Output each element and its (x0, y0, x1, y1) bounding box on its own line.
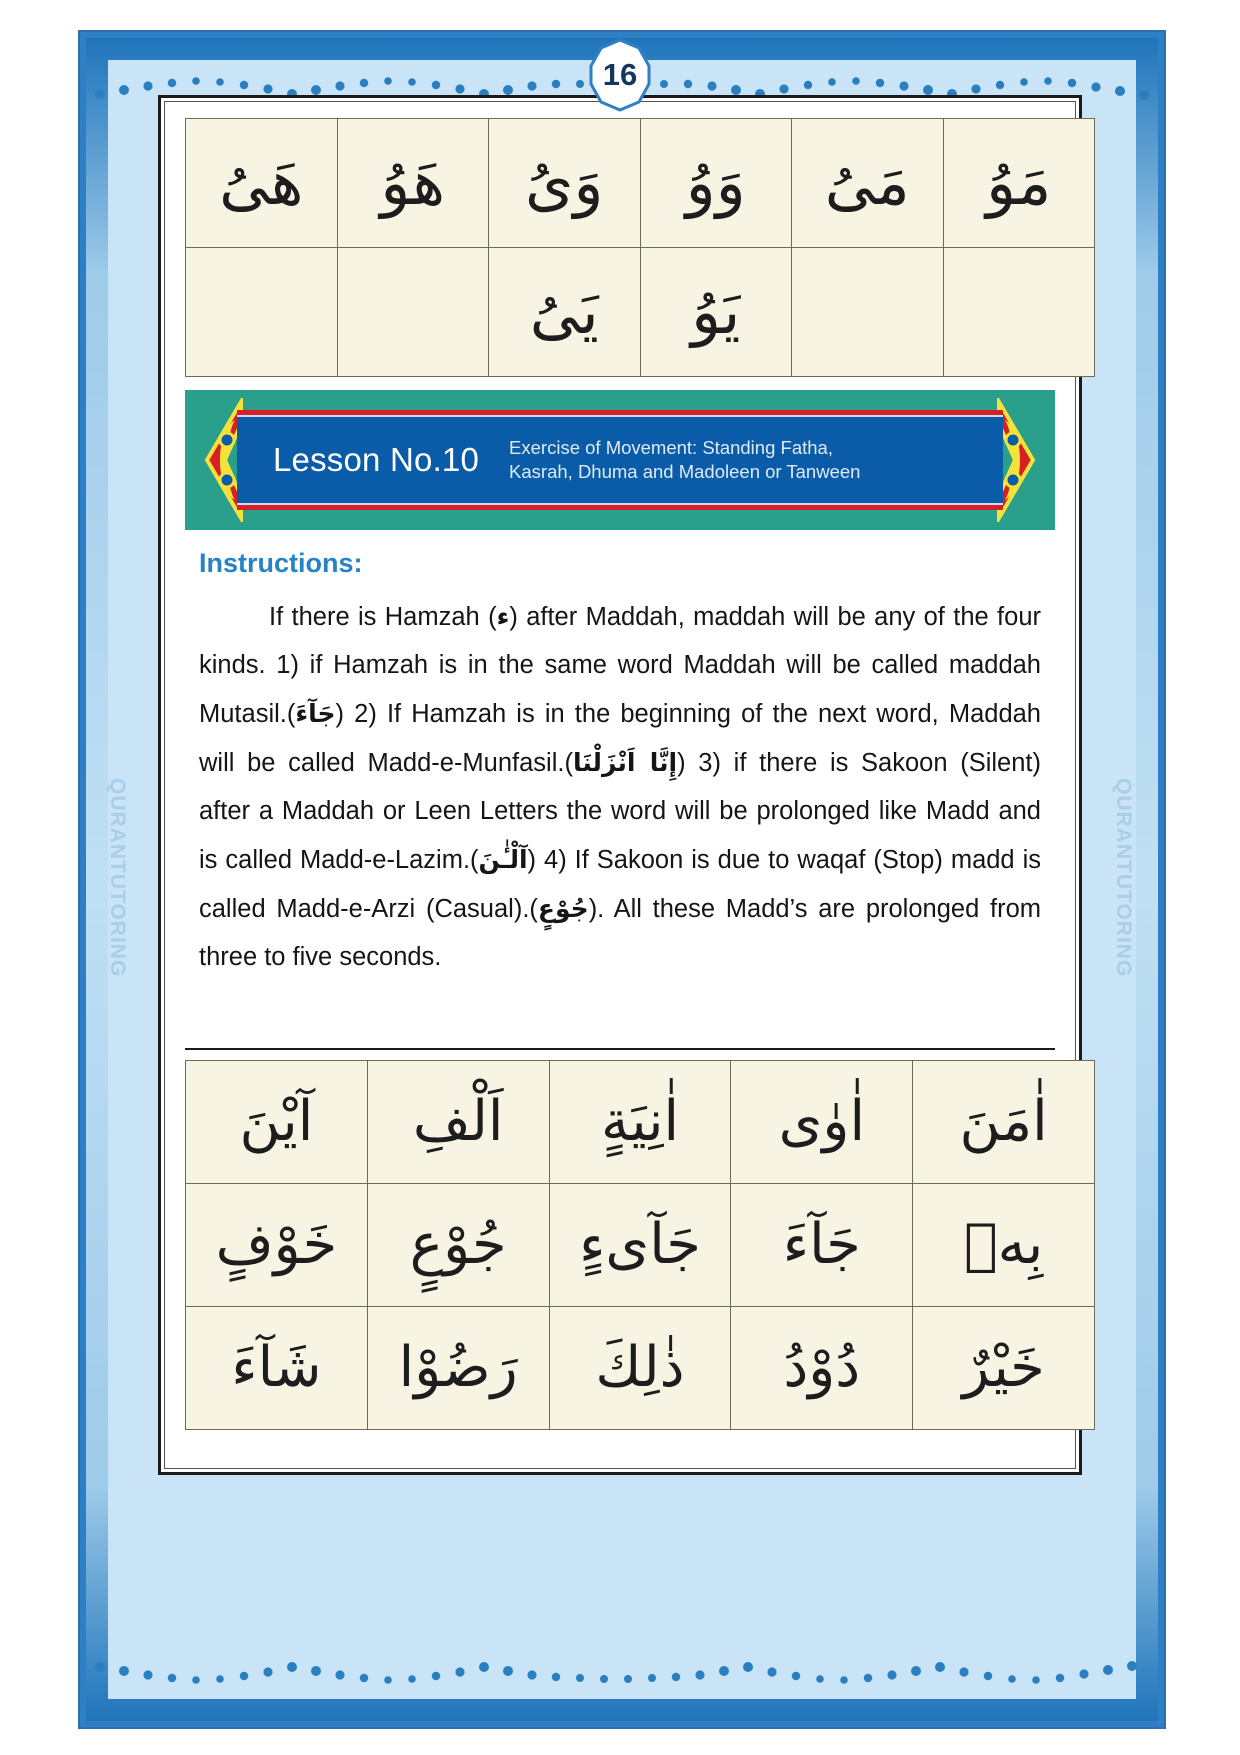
lesson-subtitle (509, 436, 860, 483)
page-number-badge (581, 38, 659, 112)
content-frame (158, 95, 1082, 1475)
instructions-text-run: ). All these Madd’s are prolonged from three to five seconds. (199, 894, 1041, 971)
lesson-subtitle-line1: Exercise of Movement: Standing Fatha, (509, 437, 833, 459)
lesson-subtitle-line2: Kasrah, Dhuma and Madoleen or Tanween (509, 461, 861, 482)
table-row (186, 248, 1095, 377)
table-cell[interactable]: شَآءَ (186, 1307, 368, 1430)
table-cell[interactable]: وَوُ (640, 119, 792, 248)
instructions-heading: Instructions: (199, 548, 363, 578)
table-cell-empty (792, 248, 944, 377)
table-cell[interactable]: جَآىءٍ (549, 1184, 731, 1307)
table-row (186, 1061, 1095, 1184)
instructions-text-run: If there is Hamzah ( (269, 603, 497, 631)
table-cell[interactable]: دُوْدُ (731, 1307, 913, 1430)
table-cell[interactable]: رَضُوْا (367, 1307, 549, 1430)
instructions-arabic-term: ء (496, 602, 510, 631)
lesson-banner (185, 390, 1055, 530)
table-cell[interactable]: آيْنَ (186, 1061, 368, 1184)
instructions-arabic-term: إِنَّا اَنْزَلْنَا (572, 747, 678, 777)
instructions-text-run: ) 3) if there is Sakoon (Silent) after a Maddah or Leen Letters the word will be prolonged like Madd and is called Madd-e-Lazim.( (199, 748, 1041, 874)
table-cell-empty (186, 248, 338, 377)
instructions-section (185, 534, 1055, 992)
table-row (186, 1184, 1095, 1307)
table-cell[interactable]: خَيْرٌ (913, 1307, 1095, 1430)
table-cell[interactable]: اٰمَنَ (913, 1061, 1095, 1184)
table-cell[interactable]: خَوْفٍ (186, 1184, 368, 1307)
instructions-text-run: ) 2) If Hamzah is in the beginning of the next word, Maddah will be called Madd-e-Munfasil.( (199, 699, 1041, 777)
content-inner (164, 101, 1076, 1469)
table-cell-empty (943, 248, 1095, 377)
table-cell[interactable]: اٰنِيَةٍ (549, 1061, 731, 1184)
table-cell[interactable]: هَىُ (186, 119, 338, 248)
watermark-right-text: QURANTUTORING (1111, 777, 1135, 978)
instructions-paragraph (199, 593, 1041, 982)
table-cell[interactable]: بِهٖ (913, 1184, 1095, 1307)
lesson-number-label: Lesson No.10 (273, 441, 480, 478)
lesson-banner-inner (237, 410, 1003, 510)
table-cell[interactable]: جُوْعٍ (367, 1184, 549, 1307)
page-number-text: 16 (602, 57, 638, 92)
instructions-arabic-term: آلْـٰٔنَ (478, 844, 528, 874)
instructions-arabic-term: جَآءَ (295, 698, 336, 728)
table-row (186, 119, 1095, 248)
section-divider (185, 1048, 1055, 1050)
watermark-right (1102, 60, 1144, 1695)
table-cell[interactable]: وَىُ (489, 119, 641, 248)
table-cell[interactable]: جَآءَ (731, 1184, 913, 1307)
table-cell-empty (337, 248, 489, 377)
table-cell[interactable]: يَىُ (489, 248, 641, 377)
watermark-left (96, 60, 138, 1695)
instructions-text-run: ) after Maddah, maddah will be any of the four kinds. 1) if Hamzah is in the same word Maddah will be called maddah Mutasil.( (199, 603, 1041, 728)
instructions-text-run: ) 4) If Sakoon is due to waqaf (Stop) madd is called Madd-e-Arzi (Casual).( (199, 845, 1041, 923)
watermark-left-text: QURANTUTORING (105, 777, 129, 978)
table-cell[interactable]: هَوُ (337, 119, 489, 248)
table-cell[interactable]: مَوُ (943, 119, 1095, 248)
bottom-practice-table (185, 1060, 1095, 1430)
table-cell[interactable]: يَوُ (640, 248, 792, 377)
table-cell[interactable]: ذٰلِكَ (549, 1307, 731, 1430)
table-cell[interactable]: اَلْفِ (367, 1061, 549, 1184)
table-cell[interactable]: اٰوٰى (731, 1061, 913, 1184)
top-practice-table (185, 118, 1095, 377)
instructions-arabic-term: جُوْعٍ (537, 893, 589, 923)
table-row (186, 1307, 1095, 1430)
table-cell[interactable]: مَىُ (792, 119, 944, 248)
